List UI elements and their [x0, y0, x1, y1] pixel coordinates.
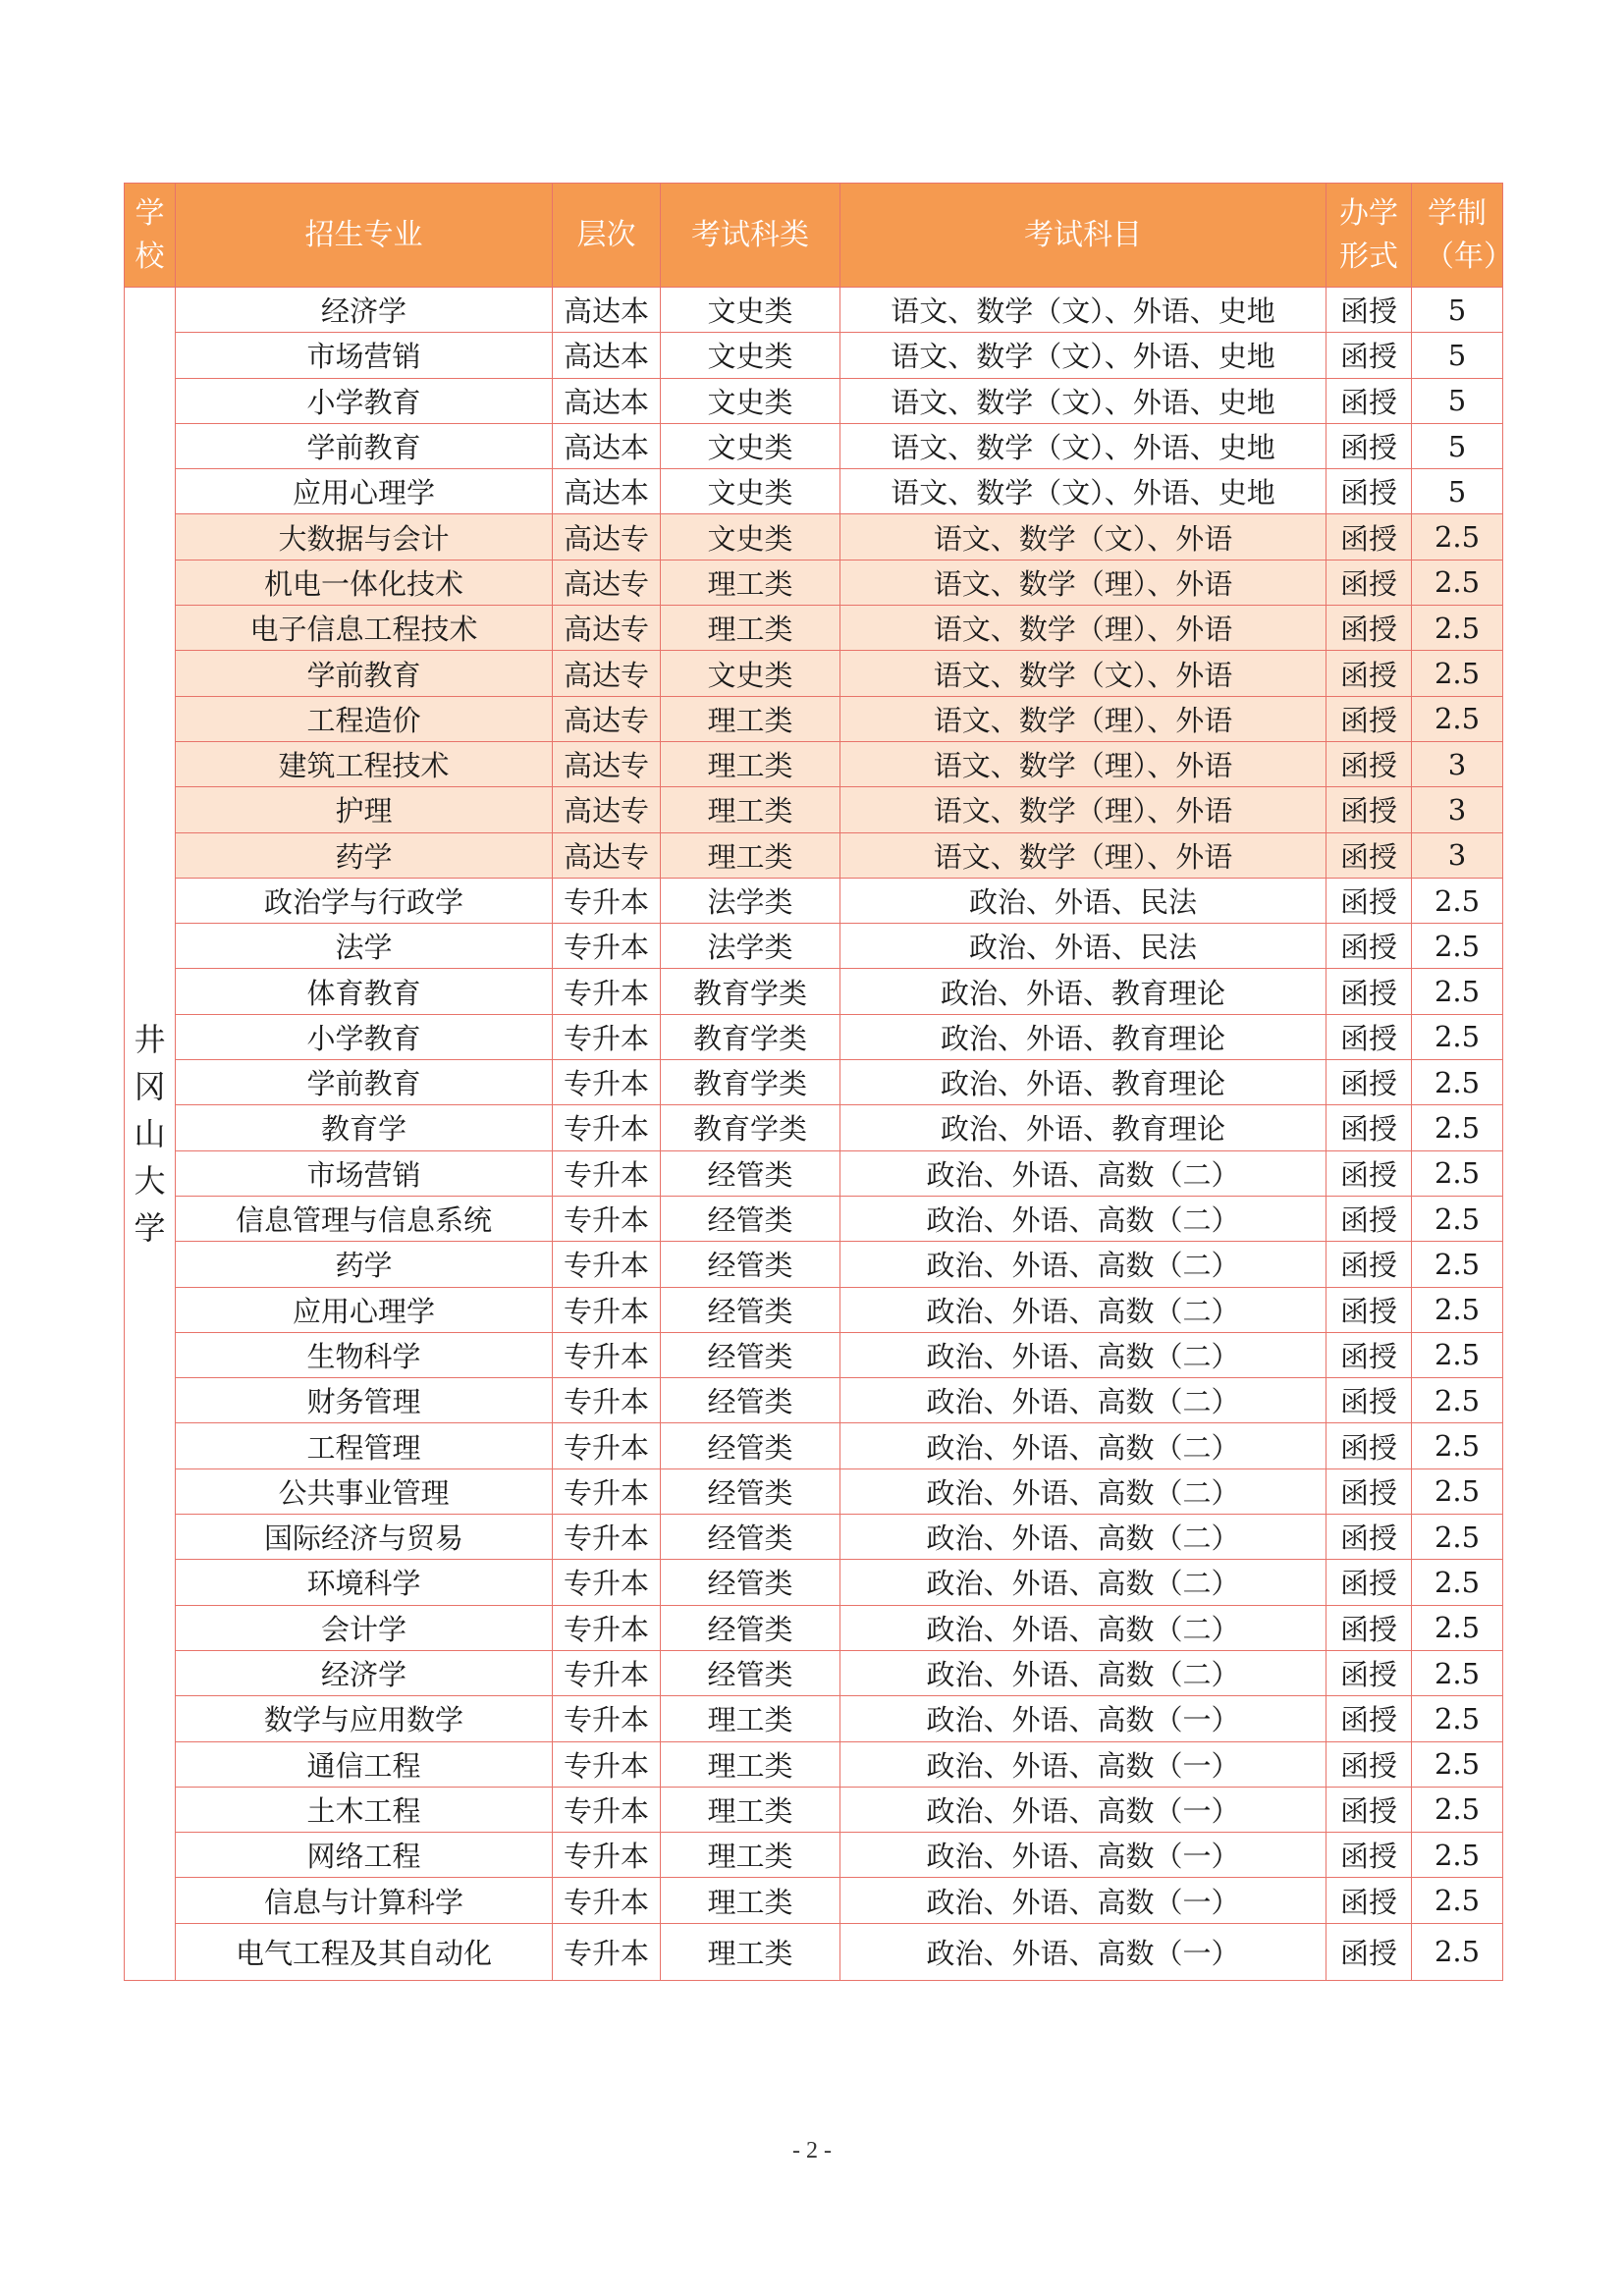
level-cell: 专升本 — [553, 1833, 661, 1878]
subjects-cell: 政治、外语、高数（一） — [840, 1878, 1326, 1923]
duration-cell: 2.5 — [1412, 606, 1503, 651]
major-cell: 机电一体化技术 — [176, 560, 553, 605]
major-cell: 政治学与行政学 — [176, 878, 553, 923]
mode-cell: 函授 — [1326, 1287, 1412, 1332]
duration-cell: 2.5 — [1412, 1468, 1503, 1514]
subjects-cell: 语文、数学（理）、外语 — [840, 560, 1326, 605]
duration-cell: 2.5 — [1412, 1196, 1503, 1241]
major-cell: 数学与应用数学 — [176, 1696, 553, 1741]
level-cell: 高达本 — [553, 469, 661, 514]
duration-cell: 2.5 — [1412, 1150, 1503, 1196]
subjects-cell: 政治、外语、教育理论 — [840, 1105, 1326, 1150]
major-cell: 小学教育 — [176, 1014, 553, 1059]
major-cell: 学前教育 — [176, 423, 553, 468]
table-row — [125, 1378, 1503, 1423]
category-cell: 经管类 — [661, 1378, 840, 1423]
major-cell: 护理 — [176, 787, 553, 832]
header-exam-subjects: 考试科目 — [840, 184, 1326, 288]
category-cell: 经管类 — [661, 1650, 840, 1695]
major-cell: 建筑工程技术 — [176, 741, 553, 786]
duration-cell: 2.5 — [1412, 1060, 1503, 1105]
subjects-cell: 政治、外语、高数（二） — [840, 1196, 1326, 1241]
subjects-cell: 政治、外语、高数（二） — [840, 1468, 1326, 1514]
major-cell: 体育教育 — [176, 969, 553, 1014]
table-row — [125, 1696, 1503, 1741]
mode-cell: 函授 — [1326, 1560, 1412, 1605]
duration-cell: 2.5 — [1412, 1242, 1503, 1287]
category-cell: 经管类 — [661, 1150, 840, 1196]
duration-cell: 2.5 — [1412, 1014, 1503, 1059]
table-row — [125, 423, 1503, 468]
mode-cell: 函授 — [1326, 924, 1412, 969]
level-cell: 专升本 — [553, 1423, 661, 1468]
subjects-cell: 政治、外语、教育理论 — [840, 1014, 1326, 1059]
table-row — [125, 1741, 1503, 1787]
table-row — [125, 1878, 1503, 1923]
mode-cell: 函授 — [1326, 651, 1412, 696]
mode-cell: 函授 — [1326, 469, 1412, 514]
category-cell: 教育学类 — [661, 1105, 840, 1150]
table-row — [125, 1468, 1503, 1514]
duration-cell: 2.5 — [1412, 1515, 1503, 1560]
major-cell: 应用心理学 — [176, 1287, 553, 1332]
mode-cell: 函授 — [1326, 969, 1412, 1014]
mode-cell: 函授 — [1326, 333, 1412, 378]
level-cell: 专升本 — [553, 1332, 661, 1377]
duration-cell: 2.5 — [1412, 1287, 1503, 1332]
table-row — [125, 1787, 1503, 1832]
level-cell: 专升本 — [553, 1923, 661, 1980]
level-cell: 专升本 — [553, 1560, 661, 1605]
mode-cell: 函授 — [1326, 378, 1412, 423]
subjects-cell: 政治、外语、高数（二） — [840, 1605, 1326, 1650]
table-row — [125, 1105, 1503, 1150]
level-cell: 专升本 — [553, 1014, 661, 1059]
header-study-mode: 办学形式 — [1326, 184, 1412, 288]
enrollment-table — [124, 183, 1513, 1981]
header-level: 层次 — [553, 184, 661, 288]
level-cell: 专升本 — [553, 1468, 661, 1514]
category-cell: 经管类 — [661, 1515, 840, 1560]
subjects-cell: 语文、数学（理）、外语 — [840, 696, 1326, 741]
table-row — [125, 1242, 1503, 1287]
subjects-cell: 语文、数学（理）、外语 — [840, 606, 1326, 651]
table-row — [125, 1515, 1503, 1560]
major-cell: 药学 — [176, 1242, 553, 1287]
category-cell: 文史类 — [661, 333, 840, 378]
subjects-cell: 政治、外语、高数（一） — [840, 1741, 1326, 1787]
level-cell: 专升本 — [553, 1150, 661, 1196]
category-cell: 教育学类 — [661, 1014, 840, 1059]
mode-cell: 函授 — [1326, 1515, 1412, 1560]
category-cell: 理工类 — [661, 606, 840, 651]
subjects-cell: 政治、外语、高数（二） — [840, 1560, 1326, 1605]
level-cell: 高达本 — [553, 423, 661, 468]
major-cell: 会计学 — [176, 1605, 553, 1650]
major-cell: 工程管理 — [176, 1423, 553, 1468]
level-cell: 专升本 — [553, 1650, 661, 1695]
duration-cell: 2.5 — [1412, 1560, 1503, 1605]
major-cell: 土木工程 — [176, 1787, 553, 1832]
major-cell: 通信工程 — [176, 1741, 553, 1787]
major-cell: 公共事业管理 — [176, 1468, 553, 1514]
subjects-cell: 政治、外语、高数（一） — [840, 1696, 1326, 1741]
subjects-cell: 政治、外语、教育理论 — [840, 1060, 1326, 1105]
level-cell: 专升本 — [553, 1105, 661, 1150]
table-row — [125, 1605, 1503, 1650]
category-cell: 理工类 — [661, 787, 840, 832]
mode-cell: 函授 — [1326, 423, 1412, 468]
duration-cell: 2.5 — [1412, 696, 1503, 741]
subjects-cell: 语文、数学（文）、外语、史地 — [840, 333, 1326, 378]
table-row — [125, 378, 1503, 423]
category-cell: 经管类 — [661, 1287, 840, 1332]
duration-cell: 5 — [1412, 423, 1503, 468]
level-cell: 专升本 — [553, 1287, 661, 1332]
table-row — [125, 469, 1503, 514]
duration-cell: 2.5 — [1412, 878, 1503, 923]
major-cell: 经济学 — [176, 288, 553, 333]
duration-cell: 2.5 — [1412, 1923, 1503, 1980]
major-cell: 国际经济与贸易 — [176, 1515, 553, 1560]
subjects-cell: 政治、外语、高数（二） — [840, 1242, 1326, 1287]
duration-cell: 2.5 — [1412, 1787, 1503, 1832]
table-row — [125, 514, 1503, 560]
table-row — [125, 1560, 1503, 1605]
category-cell: 教育学类 — [661, 1060, 840, 1105]
duration-cell: 2.5 — [1412, 1378, 1503, 1423]
subjects-cell: 语文、数学（文）、外语、史地 — [840, 469, 1326, 514]
mode-cell: 函授 — [1326, 832, 1412, 878]
mode-cell: 函授 — [1326, 1787, 1412, 1832]
category-cell: 理工类 — [661, 1696, 840, 1741]
mode-cell: 函授 — [1326, 1696, 1412, 1741]
table-row — [125, 1287, 1503, 1332]
mode-cell: 函授 — [1326, 1105, 1412, 1150]
level-cell: 高达专 — [553, 606, 661, 651]
category-cell: 法学类 — [661, 878, 840, 923]
mode-cell: 函授 — [1326, 1014, 1412, 1059]
duration-cell: 2.5 — [1412, 514, 1503, 560]
table-row — [125, 333, 1503, 378]
table-row — [125, 1060, 1503, 1105]
table-row — [125, 651, 1503, 696]
level-cell: 高达专 — [553, 787, 661, 832]
category-cell: 理工类 — [661, 1787, 840, 1832]
subjects-cell: 政治、外语、高数（二） — [840, 1423, 1326, 1468]
level-cell: 专升本 — [553, 1878, 661, 1923]
category-cell: 理工类 — [661, 741, 840, 786]
level-cell: 高达本 — [553, 333, 661, 378]
category-cell: 理工类 — [661, 1923, 840, 1980]
category-cell: 文史类 — [661, 469, 840, 514]
mode-cell: 函授 — [1326, 1196, 1412, 1241]
level-cell: 专升本 — [553, 1196, 661, 1241]
major-cell: 市场营销 — [176, 1150, 553, 1196]
subjects-cell: 政治、外语、高数（一） — [840, 1923, 1326, 1980]
category-cell: 经管类 — [661, 1560, 840, 1605]
table-row — [125, 741, 1503, 786]
table-row — [125, 560, 1503, 605]
major-cell: 学前教育 — [176, 1060, 553, 1105]
category-cell: 文史类 — [661, 423, 840, 468]
mode-cell: 函授 — [1326, 878, 1412, 923]
major-cell: 信息管理与信息系统 — [176, 1196, 553, 1241]
subjects-cell: 语文、数学（理）、外语 — [840, 741, 1326, 786]
table-row — [125, 696, 1503, 741]
duration-cell: 2.5 — [1412, 1332, 1503, 1377]
table-row — [125, 288, 1503, 333]
level-cell: 专升本 — [553, 1242, 661, 1287]
major-cell: 电气工程及其自动化 — [176, 1923, 553, 1980]
category-cell: 理工类 — [661, 832, 840, 878]
category-cell: 文史类 — [661, 378, 840, 423]
subjects-cell: 政治、外语、高数（二） — [840, 1287, 1326, 1332]
level-cell: 高达专 — [553, 696, 661, 741]
level-cell: 专升本 — [553, 1060, 661, 1105]
mode-cell: 函授 — [1326, 1741, 1412, 1787]
duration-cell: 5 — [1412, 288, 1503, 333]
mode-cell: 函授 — [1326, 288, 1412, 333]
subjects-cell: 政治、外语、高数（二） — [840, 1378, 1326, 1423]
duration-cell: 2.5 — [1412, 1878, 1503, 1923]
major-cell: 小学教育 — [176, 378, 553, 423]
level-cell: 专升本 — [553, 1378, 661, 1423]
major-cell: 财务管理 — [176, 1378, 553, 1423]
duration-cell: 2.5 — [1412, 969, 1503, 1014]
subjects-cell: 政治、外语、教育理论 — [840, 969, 1326, 1014]
major-cell: 工程造价 — [176, 696, 553, 741]
major-cell: 大数据与会计 — [176, 514, 553, 560]
level-cell: 专升本 — [553, 1605, 661, 1650]
table-row — [125, 1196, 1503, 1241]
mode-cell: 函授 — [1326, 1605, 1412, 1650]
subjects-cell: 语文、数学（文）、外语、史地 — [840, 288, 1326, 333]
duration-cell: 2.5 — [1412, 1423, 1503, 1468]
mode-cell: 函授 — [1326, 1060, 1412, 1105]
major-cell: 市场营销 — [176, 333, 553, 378]
level-cell: 专升本 — [553, 1741, 661, 1787]
duration-cell: 2.5 — [1412, 1696, 1503, 1741]
table-row — [125, 832, 1503, 878]
duration-cell: 2.5 — [1412, 924, 1503, 969]
major-cell: 电子信息工程技术 — [176, 606, 553, 651]
subjects-cell: 语文、数学（文）、外语 — [840, 651, 1326, 696]
subjects-cell: 政治、外语、民法 — [840, 924, 1326, 969]
level-cell: 高达专 — [553, 514, 661, 560]
major-cell: 教育学 — [176, 1105, 553, 1150]
category-cell: 理工类 — [661, 1741, 840, 1787]
category-cell: 经管类 — [661, 1196, 840, 1241]
duration-cell: 3 — [1412, 787, 1503, 832]
table-row — [125, 969, 1503, 1014]
mode-cell: 函授 — [1326, 514, 1412, 560]
duration-cell: 2.5 — [1412, 651, 1503, 696]
duration-cell: 2.5 — [1412, 1605, 1503, 1650]
table-row — [125, 1923, 1503, 1980]
mode-cell: 函授 — [1326, 1423, 1412, 1468]
category-cell: 经管类 — [661, 1332, 840, 1377]
subjects-cell: 语文、数学（理）、外语 — [840, 832, 1326, 878]
category-cell: 经管类 — [661, 1605, 840, 1650]
major-cell: 网络工程 — [176, 1833, 553, 1878]
mode-cell: 函授 — [1326, 1332, 1412, 1377]
major-cell: 法学 — [176, 924, 553, 969]
category-cell: 经管类 — [661, 1468, 840, 1514]
table-row — [125, 878, 1503, 923]
subjects-cell: 政治、外语、民法 — [840, 878, 1326, 923]
level-cell: 高达专 — [553, 832, 661, 878]
table-row — [125, 1833, 1503, 1878]
subjects-cell: 语文、数学（理）、外语 — [840, 787, 1326, 832]
table-row — [125, 606, 1503, 651]
mode-cell: 函授 — [1326, 1378, 1412, 1423]
level-cell: 专升本 — [553, 1515, 661, 1560]
category-cell: 经管类 — [661, 1242, 840, 1287]
subjects-cell: 政治、外语、高数（二） — [840, 1150, 1326, 1196]
major-cell: 环境科学 — [176, 1560, 553, 1605]
duration-cell: 5 — [1412, 333, 1503, 378]
level-cell: 高达专 — [553, 651, 661, 696]
mode-cell: 函授 — [1326, 1923, 1412, 1980]
major-cell: 信息与计算科学 — [176, 1878, 553, 1923]
mode-cell: 函授 — [1326, 560, 1412, 605]
duration-cell: 3 — [1412, 832, 1503, 878]
level-cell: 高达本 — [553, 288, 661, 333]
table-row — [125, 924, 1503, 969]
mode-cell: 函授 — [1326, 606, 1412, 651]
duration-cell: 2.5 — [1412, 1741, 1503, 1787]
category-cell: 法学类 — [661, 924, 840, 969]
duration-cell: 2.5 — [1412, 1105, 1503, 1150]
header-row — [125, 184, 1503, 288]
duration-cell: 5 — [1412, 378, 1503, 423]
table-row — [125, 1150, 1503, 1196]
major-cell: 经济学 — [176, 1650, 553, 1695]
table-row — [125, 787, 1503, 832]
category-cell: 经管类 — [661, 1423, 840, 1468]
level-cell: 高达专 — [553, 741, 661, 786]
level-cell: 专升本 — [553, 878, 661, 923]
mode-cell: 函授 — [1326, 1242, 1412, 1287]
level-cell: 高达专 — [553, 560, 661, 605]
level-cell: 专升本 — [553, 1696, 661, 1741]
table-row — [125, 1014, 1503, 1059]
header-duration: 学制（年） — [1412, 184, 1503, 288]
category-cell: 理工类 — [661, 560, 840, 605]
major-cell: 学前教育 — [176, 651, 553, 696]
subjects-cell: 语文、数学（文）、外语、史地 — [840, 378, 1326, 423]
mode-cell: 函授 — [1326, 1468, 1412, 1514]
subjects-cell: 政治、外语、高数（一） — [840, 1787, 1326, 1832]
subjects-cell: 政治、外语、高数（一） — [840, 1833, 1326, 1878]
school-name: 井冈山大学 — [134, 1020, 166, 1247]
mode-cell: 函授 — [1326, 787, 1412, 832]
mode-cell: 函授 — [1326, 1878, 1412, 1923]
category-cell: 理工类 — [661, 1833, 840, 1878]
level-cell: 专升本 — [553, 1787, 661, 1832]
major-cell: 药学 — [176, 832, 553, 878]
mode-cell: 函授 — [1326, 1150, 1412, 1196]
duration-cell: 2.5 — [1412, 1650, 1503, 1695]
category-cell: 理工类 — [661, 1878, 840, 1923]
header-major: 招生专业 — [176, 184, 553, 288]
duration-cell: 3 — [1412, 741, 1503, 786]
mode-cell: 函授 — [1326, 1650, 1412, 1695]
subjects-cell: 政治、外语、高数（二） — [840, 1515, 1326, 1560]
level-cell: 专升本 — [553, 924, 661, 969]
header-school: 学校 — [125, 184, 176, 288]
table-row — [125, 1423, 1503, 1468]
school-name-cell — [125, 288, 176, 1981]
table-row — [125, 1650, 1503, 1695]
header-exam-category: 考试科类 — [661, 184, 840, 288]
category-cell: 文史类 — [661, 514, 840, 560]
duration-cell: 2.5 — [1412, 560, 1503, 605]
category-cell: 教育学类 — [661, 969, 840, 1014]
category-cell: 理工类 — [661, 696, 840, 741]
category-cell: 文史类 — [661, 288, 840, 333]
level-cell: 专升本 — [553, 969, 661, 1014]
duration-cell: 2.5 — [1412, 1833, 1503, 1878]
category-cell: 文史类 — [661, 651, 840, 696]
mode-cell: 函授 — [1326, 741, 1412, 786]
subjects-cell: 语文、数学（文）、外语 — [840, 514, 1326, 560]
subjects-cell: 政治、外语、高数（二） — [840, 1332, 1326, 1377]
level-cell: 高达本 — [553, 378, 661, 423]
page-number: - 2 - — [792, 2138, 832, 2163]
mode-cell: 函授 — [1326, 696, 1412, 741]
major-cell: 应用心理学 — [176, 469, 553, 514]
subjects-cell: 语文、数学（文）、外语、史地 — [840, 423, 1326, 468]
table-row — [125, 1332, 1503, 1377]
major-cell: 生物科学 — [176, 1332, 553, 1377]
duration-cell: 5 — [1412, 469, 1503, 514]
mode-cell: 函授 — [1326, 1833, 1412, 1878]
subjects-cell: 政治、外语、高数（二） — [840, 1650, 1326, 1695]
